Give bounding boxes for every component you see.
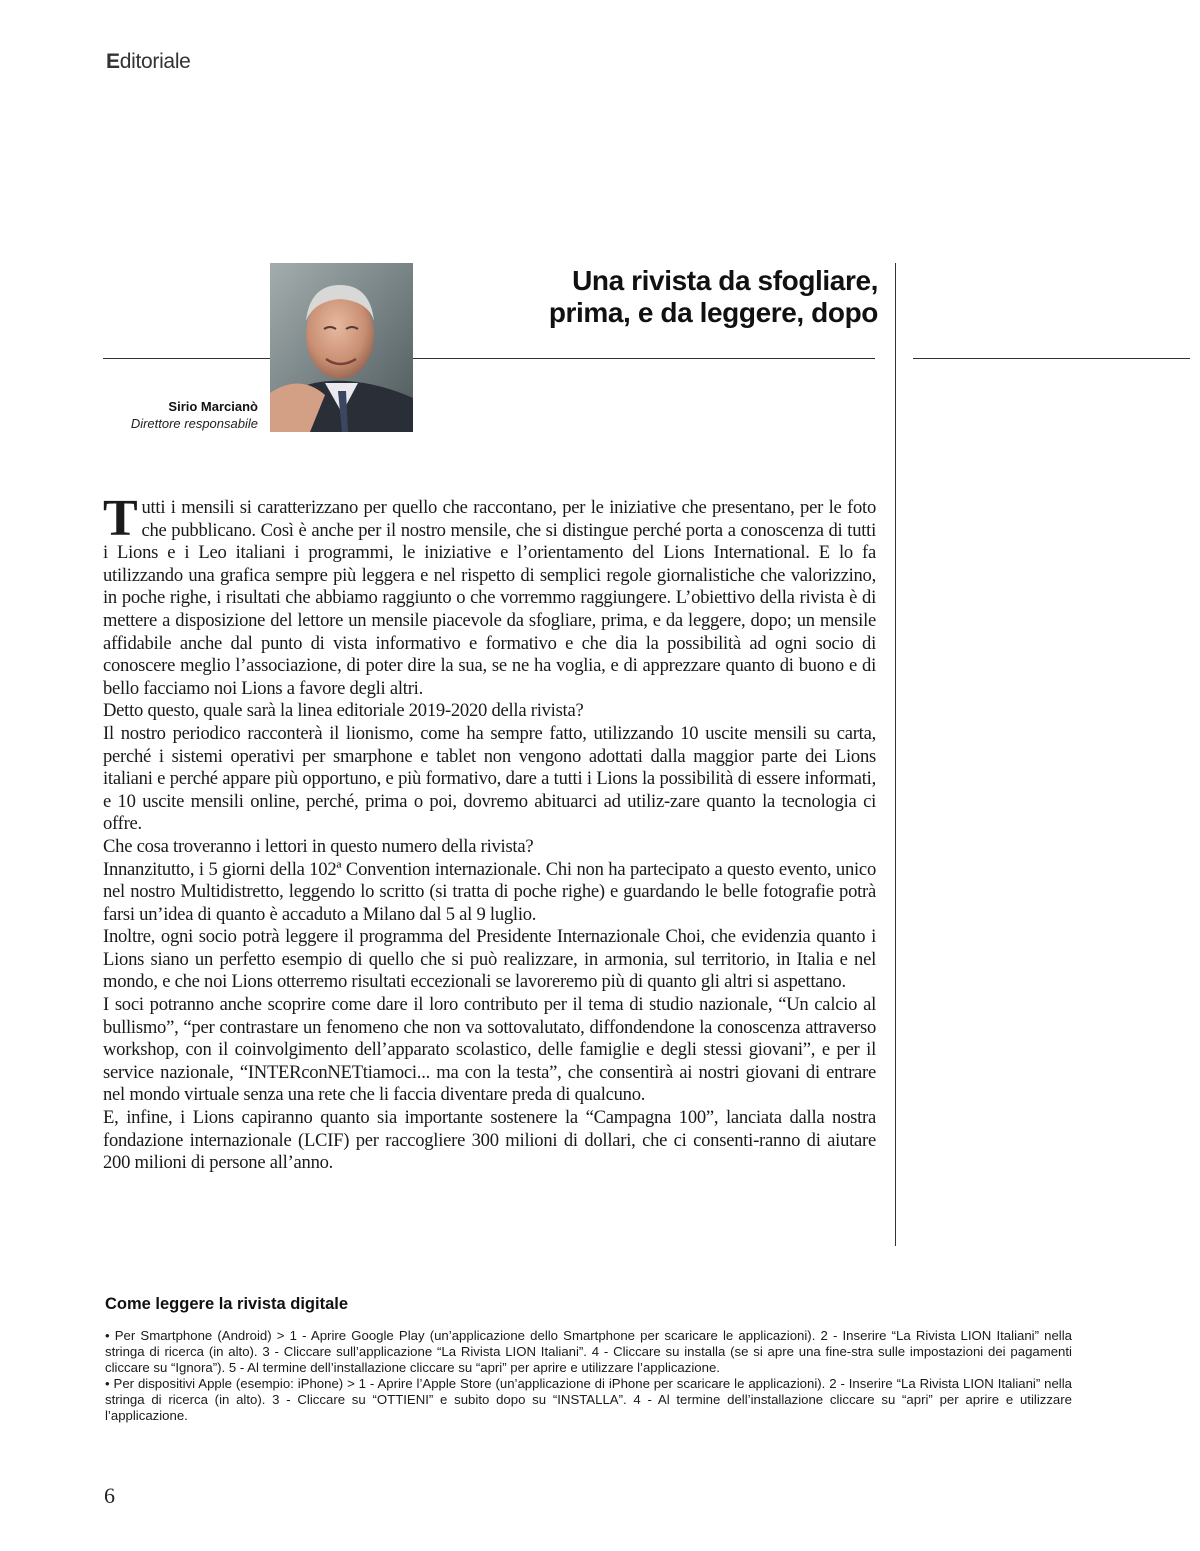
page-number: 6 — [104, 1483, 115, 1508]
author-portrait-image — [270, 263, 413, 432]
sidebar-title: Come leggere la rivista digitale — [105, 1295, 349, 1313]
section-label — [106, 50, 191, 74]
article-paragraph: Che cosa troveranno i lettori in questo numero della rivista? — [103, 835, 534, 857]
sidebar-item-android: • Per Smartphone (Android) > 1 - Aprire Google Play (un’applicazione dello Smartphone per scaricare le applicazioni). 2 - Inserire “La Rivista LION Italiani” nella stringa di ricerca (in alto). 3 - Cliccare sull’applicazione “La Rivista LION Italiani”. 4 - Cliccare su installa (se si apre una fine-stra sulle impostazioni dei pagamenti cliccare su “Ignora”). 5 - Al termine dell’installazione cliccare su “apri” per aprire e utilizzare l’applicazione. — [105, 1328, 1072, 1375]
header-rule-right — [913, 358, 1190, 359]
drop-cap: T — [103, 490, 138, 547]
article-paragraph: Innanzitutto, i 5 giorni della 102ª Convention internazionale. Chi non ha partecipato a questo evento, unico nel nostro Multidistretto, leggendo lo scritto (si tratta di poche righe) e guardando le belle fotografie potrà farsi un’idea di quanto è accaduto a Milano dal 5 al 9 luglio. — [103, 858, 876, 925]
header-rule-left — [103, 358, 270, 359]
section-label-initial: E — [106, 50, 120, 73]
headline-line-1: Una rivista da sfogliare, — [572, 265, 878, 296]
author-name: Sirio Marcianò — [168, 399, 258, 414]
section-label-rest: ditoriale — [119, 50, 191, 73]
header-rule-middle — [413, 358, 875, 359]
article-paragraph: Inoltre, ogni socio potrà leggere il programma del Presidente Internazionale Choi, che evidenzia quanto i Lions siano un perfetto esempio di quello che si può realizzare, in armonia, sul territorio, in Italia e nel mondo, e che noi Lions otterremo risultati eccezionali se lavoreremo più di quanto gli altri si aspettano. — [103, 926, 876, 993]
sidebar-instructions — [105, 1328, 1072, 1424]
column-divider — [895, 263, 896, 1246]
article-paragraph: Il nostro periodico racconterà il lionismo, come ha sempre fatto, utilizzando 10 uscite mensili su carta, perché i sistemi operativi per smarphone e tablet non vengono adottati dalla maggior parte dei Lions italiani e perché appare più opportuno, e più formativo, dare a tutti i Lions la possibilità di essere informati, e 10 uscite mensili online, perché, prima o poi, dovremo abituarci ad utiliz-zare quanto la tecnologia ci offre. — [103, 722, 876, 835]
author-role: Direttore responsabile — [130, 416, 258, 431]
article-paragraph-text: utti i mensili si caratterizzano per quello che raccontano, per le iniziative che presentano, per le foto che pubblicano. Così è anche per il nostro mensile, che si distingue perché porta a conoscenza di tutti i Lions e i Leo italiani i programmi, le iniziative e l’orientamento del Lions International. E lo fa utilizzando una grafica sempre più leggera e nel rispetto di semplici regole giornalistiche che valorizzino, in poche righe, i risultati che abbiamo raggiunto o che vorremmo raggiungere. L’obiettivo della rivista è di mettere a disposizione del lettore un mensile piacevole da sfogliare, prima, e da leggere, dopo; un mensile affidabile anche dal punto di vista informativo e formativo e che dia la possibilità ad ogni socio di conoscere meglio l’associazione, di poter dire la sua, se ne ha voglia, e di apprezzare quanto di buono e di bello facciamo noi Lions a favore degli altri. — [103, 497, 876, 699]
sidebar-item-apple: • Per dispositivi Apple (esempio: iPhone) > 1 - Aprire l’Apple Store (un’applicazione di iPhone per scaricare le applicazioni). 2 - Inserire “La Rivista LION Italiani” nella stringa di ricerca (in alto). 3 - Cliccare su “OTTIENI” e subito dopo su “INSTALLA”. 4 - Al termine dell’installazione cliccare su “apri” per aprire e utilizzare l’applicazione. — [105, 1376, 1072, 1423]
author-byline — [131, 398, 258, 432]
author-portrait — [270, 263, 413, 432]
article-paragraph — [103, 490, 876, 700]
article-headline — [458, 265, 878, 329]
article-paragraph: Detto questo, quale sarà la linea editoriale 2019-2020 della rivista? — [103, 700, 584, 722]
article-body — [103, 490, 876, 1175]
article-paragraph: E, infine, i Lions capiranno quanto sia importante sostenere la “Campagna 100”, lanciata dalla nostra fondazione internazionale (LCIF) per raccogliere 300 milioni di dollari, che ci consenti-ranno di aiutare 200 milioni di persone all’anno. — [103, 1107, 876, 1174]
headline-line-2: prima, e da leggere, dopo — [548, 297, 878, 328]
article-paragraph: I soci potranno anche scoprire come dare il loro contributo per il tema di studio nazionale, “Un calcio al bullismo”, “per contrastare un fenomeno che non va sottovalutato, diffondendone la conoscenza attraverso workshop, con il coinvolgimento dell’apparato scolastico, delle famiglie e degli stessi giovani”, e per il service nazionale, “INTERconNETtiamoci... ma con la testa”, che consentirà ai nostri giovani di entrare nel mondo virtuale senza una rete che li faccia diventare preda di qualcuno. — [103, 994, 876, 1106]
